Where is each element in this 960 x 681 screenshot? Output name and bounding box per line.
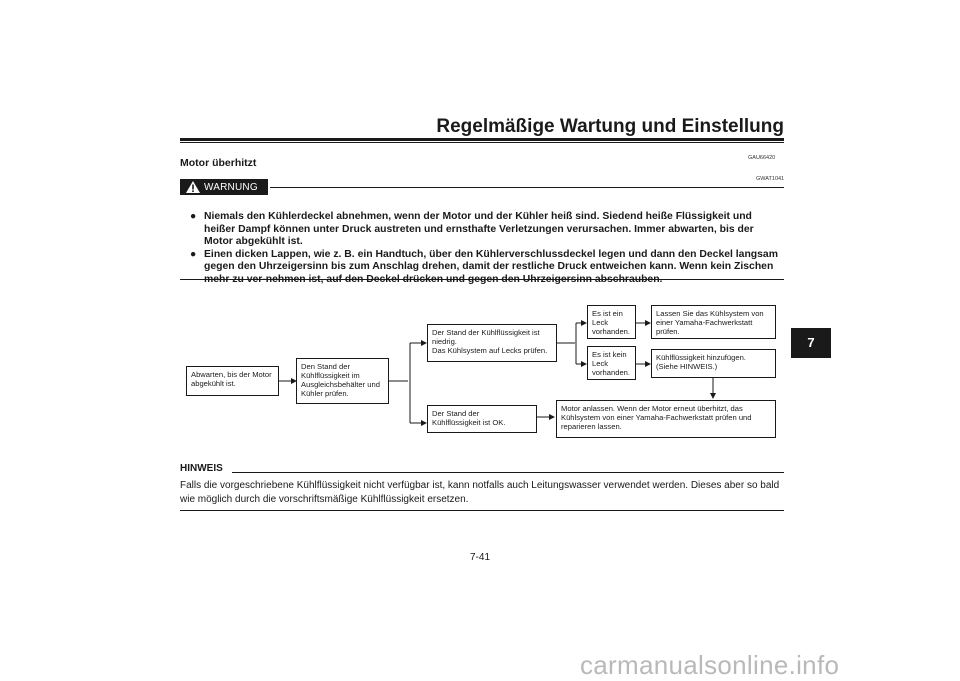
flow-box-restart-engine: Motor anlassen. Wenn der Motor erneut überhitzt, das Kühlsystem von einer Yamaha-Fachwerkstatt prüfen und reparieren lassen.: [556, 400, 776, 438]
flow-box-leak: Es ist ein Leck vorhanden.: [587, 305, 636, 339]
section-code: GAU66420: [748, 155, 776, 161]
note-end-rule: [180, 510, 784, 511]
note-text: Falls die vorgeschriebene Kühlflüssigkeit nicht verfügbar ist, kann notfalls auch Leitungswasser verwendet werden. Dieses aber so bald wie möglich durch die vorschriftsmäßige Kühlflüssigkeit ersetzen.: [180, 480, 780, 505]
chapter-tab: 7: [791, 328, 831, 358]
bullet-icon: ●: [190, 211, 197, 222]
flow-box-dealer-check: Lassen Sie das Kühlsystem von einer Yamaha-Fachwerkstatt prüfen.: [651, 305, 776, 339]
warning-code: GWAT1041: [756, 176, 785, 182]
flow-box-add-coolant: Kühlflüssigkeit hinzufügen. (Siehe HINWEIS.): [651, 349, 776, 378]
page-number: 7-41: [469, 552, 490, 563]
warning-label: WARNUNG: [204, 181, 258, 193]
flow-box-wait: Abwarten, bis der Motor abgekühlt ist.: [186, 366, 279, 396]
watermark-text: carmanualsonline.info: [580, 650, 840, 680]
note-rule: [232, 472, 784, 473]
bullet-icon: ●: [190, 248, 197, 260]
note-title: HINWEIS: [180, 463, 223, 474]
flow-box-no-leak: Es ist kein Leck vorhanden.: [587, 346, 636, 380]
flow-box-level-low: Der Stand der Kühlflüssigkeit ist niedrig. Das Kühlsystem auf Lecks prüfen.: [427, 324, 557, 362]
flow-box-level-ok: Der Stand der Kühlflüssigkeit ist OK.: [427, 405, 537, 433]
warning-bullet-text: Niemals den Kühlerdeckel abnehmen, wenn der Motor und der Kühler heiß sind. Siedend heiße Flüssigkeit und heißer Dampf können unter Druck austreten und ernsthafte Verletzungen verursachen. Immer abwarten, bis der Motor abgekühlt ist.: [204, 211, 754, 248]
page-header-title: Regelmäßige Wartung und Einstellung: [436, 116, 784, 137]
section-title: Motor überhitzt: [180, 157, 257, 169]
warning-bullet-text: Einen dicken Lappen, wie z. B. ein Handtuch, über den Kühlerverschlussdeckel legen und dann den Deckel langsam gegen den Uhrzeigersinn bis zum Anschlag drehen, damit der restliche Druck entweichen kann. Wenn kein Zischen: [204, 248, 778, 273]
flow-box-check-level: Den Stand der Kühlflüssigkeit im Ausgleichsbehälter und Kühler prüfen.: [296, 358, 389, 404]
